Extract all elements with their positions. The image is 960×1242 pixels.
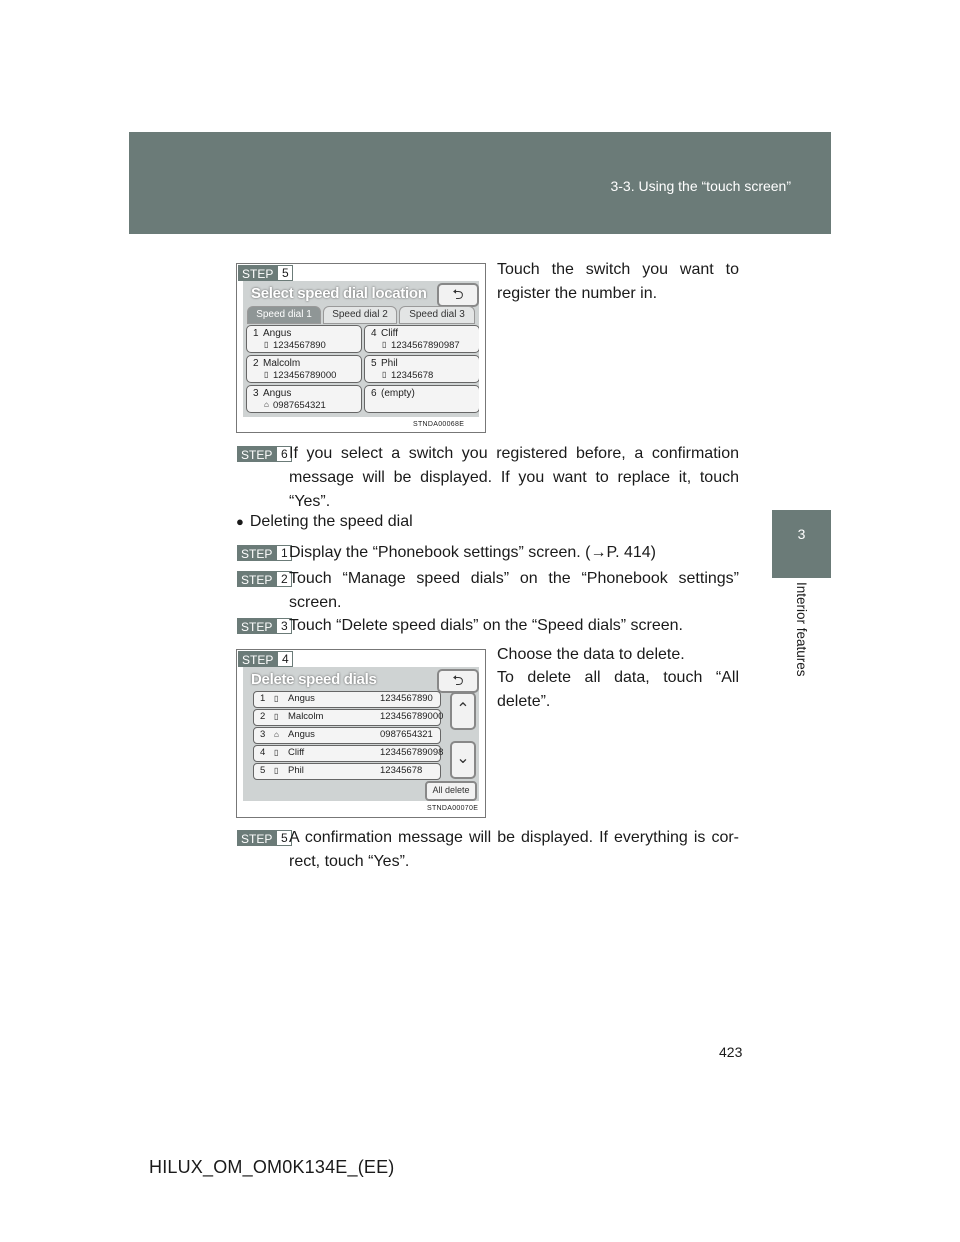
step-badge xyxy=(237,571,292,587)
step5-instruction: Touch the switch you want to register the number in. xyxy=(497,261,739,302)
row-number: 2 xyxy=(260,711,266,722)
scroll-down-button[interactable] xyxy=(450,741,476,779)
slot-number: 3 xyxy=(253,388,259,399)
section-title: 3-3. Using the “touch screen” xyxy=(610,178,791,194)
contact-name: Angus xyxy=(263,388,292,399)
step-badge xyxy=(237,618,292,634)
step-label: STEP xyxy=(237,571,276,587)
step-number: 6 xyxy=(276,446,292,462)
contact-name: Malcolm xyxy=(288,711,324,722)
contact-name: (empty) xyxy=(381,388,415,399)
slot-number: 4 xyxy=(371,328,377,339)
delete-speed-dials-screenshot xyxy=(236,649,486,818)
contact-name: Cliff xyxy=(288,747,305,758)
chapter-label-text: Interior features xyxy=(794,582,809,677)
step-label: STEP xyxy=(237,545,276,561)
speed-dial-slot-2[interactable] xyxy=(246,355,362,383)
step-label: STEP xyxy=(237,446,276,462)
contact-name: Malcolm xyxy=(263,358,301,369)
chapter-number: 3 xyxy=(797,526,806,542)
tab-speed-dial-3[interactable]: Speed dial 3 xyxy=(399,306,475,324)
row-number: 3 xyxy=(260,729,266,740)
bullet-heading xyxy=(236,510,636,534)
back-arrow-icon: ⮌ xyxy=(452,286,464,302)
contact-name: Angus xyxy=(263,328,292,339)
tab-speed-dial-2[interactable]: Speed dial 2 xyxy=(323,306,397,324)
speed-dial-row-5[interactable] xyxy=(253,763,441,780)
scroll-up-button[interactable] xyxy=(450,692,476,730)
step1-instruction: Display the “Phonebook settings” screen. (→P. 414) xyxy=(289,544,657,561)
step-badge xyxy=(237,830,292,846)
bullet-icon: ● xyxy=(236,514,244,529)
screen-title: Delete speed dials xyxy=(251,671,377,688)
speed-dial-slot-6[interactable] xyxy=(364,385,479,413)
home-icon: ⌂ xyxy=(264,400,269,409)
speed-dial-slot-3[interactable] xyxy=(246,385,362,413)
step-number: 3 xyxy=(276,618,292,634)
figure-code: STNDA00068E xyxy=(413,421,465,428)
step-badge xyxy=(238,651,293,667)
slot-number: 2 xyxy=(253,358,259,369)
phone-number: 12345678 xyxy=(391,370,434,381)
mobile-phone-icon: ▯ xyxy=(264,340,269,349)
phone-number: 123456789000 xyxy=(380,711,444,722)
step-badge xyxy=(237,545,292,561)
speed-dial-slot-4[interactable] xyxy=(364,325,479,353)
phone-number: 1234567890 xyxy=(273,340,326,351)
mobile-phone-icon: ▯ xyxy=(274,694,279,703)
bullet-text: Deleting the speed dial xyxy=(249,513,413,530)
phone-number: 123456789098 xyxy=(380,747,444,758)
step-label: STEP xyxy=(237,830,276,846)
speed-dial-row-1[interactable] xyxy=(253,691,441,708)
chevron-up-icon: ⌃ xyxy=(456,701,470,718)
contact-name: Cliff xyxy=(381,328,399,339)
tab-speed-dial-1[interactable]: Speed dial 1 xyxy=(247,306,321,324)
step-label: STEP xyxy=(238,651,277,667)
back-arrow-icon: ⮌ xyxy=(452,672,464,688)
step-label: STEP xyxy=(238,265,277,281)
step-number: 5 xyxy=(277,265,293,281)
figure-code: STNDA00070E xyxy=(427,805,479,812)
slot-number: 6 xyxy=(371,388,377,399)
phone-number: 0987654321 xyxy=(380,729,433,740)
slot-number: 5 xyxy=(371,358,377,369)
chapter-label xyxy=(781,582,821,687)
row-number: 4 xyxy=(260,747,266,758)
screen-title: Select speed dial location xyxy=(251,285,427,302)
mobile-phone-icon: ▯ xyxy=(382,340,387,349)
home-icon: ⌂ xyxy=(274,730,279,739)
phone-number: 123456789000 xyxy=(273,370,337,381)
step4-instruction-2: To delete all data, touch “All delete”. xyxy=(497,669,739,710)
contact-name: Phil xyxy=(381,358,398,369)
speed-dial-row-3[interactable] xyxy=(253,727,441,744)
mobile-phone-icon: ▯ xyxy=(382,370,387,379)
final-step-instruction: A confirmation message will be displayed. If everything is cor- rect, touch “Yes”. xyxy=(289,829,739,870)
section-header xyxy=(129,132,831,234)
contact-name: Phil xyxy=(288,765,304,776)
step-badge xyxy=(238,265,293,281)
contact-name: Angus xyxy=(288,729,315,740)
slot-number: 1 xyxy=(253,328,259,339)
select-speed-dial-screenshot xyxy=(236,263,486,433)
step4-instruction-1: Choose the data to delete. xyxy=(497,646,685,663)
row-number: 1 xyxy=(260,693,266,704)
speed-dial-slot-1[interactable] xyxy=(246,325,362,353)
step2-instruction: Touch “Manage speed dials” on the “Phonebook settings” screen. xyxy=(289,570,739,611)
phone-number: 1234567890987 xyxy=(391,340,460,351)
back-button[interactable] xyxy=(437,283,479,307)
speed-dial-screen xyxy=(243,281,479,417)
mobile-phone-icon: ▯ xyxy=(274,766,279,775)
speed-dial-slot-5[interactable] xyxy=(364,355,479,383)
step-number: 4 xyxy=(277,651,293,667)
step-number: 5 xyxy=(276,830,292,846)
phone-number: 12345678 xyxy=(380,765,423,776)
contact-name: Angus xyxy=(288,693,315,704)
all-delete-button[interactable]: All delete xyxy=(425,781,477,801)
step-number: 2 xyxy=(276,571,292,587)
page-number: 423 xyxy=(719,1044,743,1060)
step3-instruction: Touch “Delete speed dials” on the “Speed dials” screen. xyxy=(289,617,683,634)
row-number: 5 xyxy=(260,765,266,776)
phone-number: 1234567890 xyxy=(380,693,433,704)
mobile-phone-icon: ▯ xyxy=(264,370,269,379)
mobile-phone-icon: ▯ xyxy=(274,712,279,721)
phone-number: 0987654321 xyxy=(273,400,326,411)
step6-instruction: If you select a switch you registered before, a confirmation message will be displayed. If you want to replace it, touch “Yes”. xyxy=(289,445,739,510)
document-code: HILUX_OM_OM0K134E_(EE) xyxy=(149,1157,395,1177)
chapter-tab xyxy=(772,510,831,578)
speed-dial-row-2[interactable] xyxy=(253,709,444,726)
speed-dial-row-4[interactable] xyxy=(253,745,444,762)
delete-speed-dials-screen xyxy=(243,667,479,801)
step-number: 1 xyxy=(276,545,292,561)
back-button[interactable] xyxy=(437,669,479,693)
step-label: STEP xyxy=(237,618,276,634)
step-badge xyxy=(237,446,292,462)
mobile-phone-icon: ▯ xyxy=(274,748,279,757)
chevron-down-icon: ⌄ xyxy=(456,750,470,767)
